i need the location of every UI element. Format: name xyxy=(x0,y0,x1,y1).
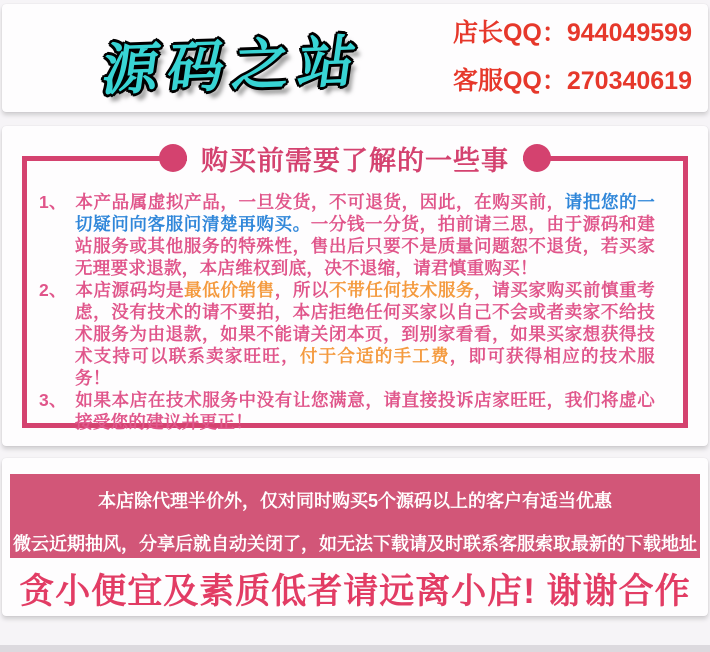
notice-card xyxy=(2,126,708,446)
warning-text: 贪小便宜及素质低者请远离小店! 谢谢合作 xyxy=(19,572,691,611)
notice-item-segment: 本产品属虚拟产品，一旦发货，不可退货，因此，在购买前， xyxy=(75,192,565,212)
notice-item xyxy=(39,279,655,389)
notice-item-segment: ，所以 xyxy=(274,280,330,300)
header-card xyxy=(2,4,708,112)
notice-list xyxy=(39,191,655,433)
promo-banner xyxy=(10,474,700,558)
notice-item-segment: 不带任何技术服务 xyxy=(329,280,475,300)
notice-item-segment: 如果本店在技术服务中没有让您满意，请直接投诉店家旺旺，我们将虚心接受您的建议并更正！ xyxy=(75,390,655,432)
notice-item-number: 3、 xyxy=(39,390,67,410)
notice-item-segment: 最低价销售 xyxy=(184,280,275,300)
promo-card xyxy=(2,458,708,616)
contact-info xyxy=(453,20,692,94)
footer-strip xyxy=(0,645,710,652)
service-qq xyxy=(453,68,692,94)
notice-box xyxy=(22,145,688,432)
service-qq-number: 270340619 xyxy=(566,67,692,95)
notice-item-segment: ，请买家购买前慎重考虑，没有技术的请不要拍，本店拒绝任何买家以自己不会或者卖家不给技术服务为由退款，如果不能请关闭本页，到别家看看，如果买家想获得技术支持可以联系卖家旺旺， xyxy=(75,280,655,366)
notice-title: 购买前需要了解的一些事 xyxy=(187,139,523,178)
promo-line1: 本店除代理半价外，仅对同时购买5个源码以上的客户有适当优惠 xyxy=(97,491,612,511)
notice-item-segment: 请把您的一切疑问向客服问清楚再购买。 xyxy=(75,192,656,234)
service-qq-label: 客服QQ： xyxy=(452,67,567,95)
notice-item-number: 2、 xyxy=(39,280,67,300)
notice-item-segment: ，即可获得相应的技术服务！ xyxy=(75,346,655,388)
notice-header xyxy=(27,139,683,177)
owner-qq-number: 944049599 xyxy=(566,19,692,47)
bullet-dot-left xyxy=(159,144,187,172)
notice-item-number: 1、 xyxy=(39,192,67,212)
promo-line2: 微云近期抽风，分享后就自动关闭了，如无法下载请及时联系客服索取最新的下载地址 xyxy=(13,534,697,554)
brand-wordart: 源码之站 xyxy=(98,29,369,102)
notice-item-segment: 一分钱一分货，拍前请三思，由于源码和建站服务或其他服务的特殊性，售出后只要不是质量问题恕不退货，若买家无理要求退款，本店维权到底，决不退缩，请君慎重购买！ xyxy=(75,214,655,278)
owner-qq xyxy=(453,20,692,46)
notice-item-segment: 付于合适的手工费 xyxy=(299,346,450,366)
notice-item xyxy=(39,389,655,433)
bullet-dot-right xyxy=(523,144,551,172)
notice-item-segment: 本店源码均是 xyxy=(75,280,185,300)
notice-item xyxy=(39,191,655,279)
owner-qq-label: 店长QQ： xyxy=(452,19,567,47)
